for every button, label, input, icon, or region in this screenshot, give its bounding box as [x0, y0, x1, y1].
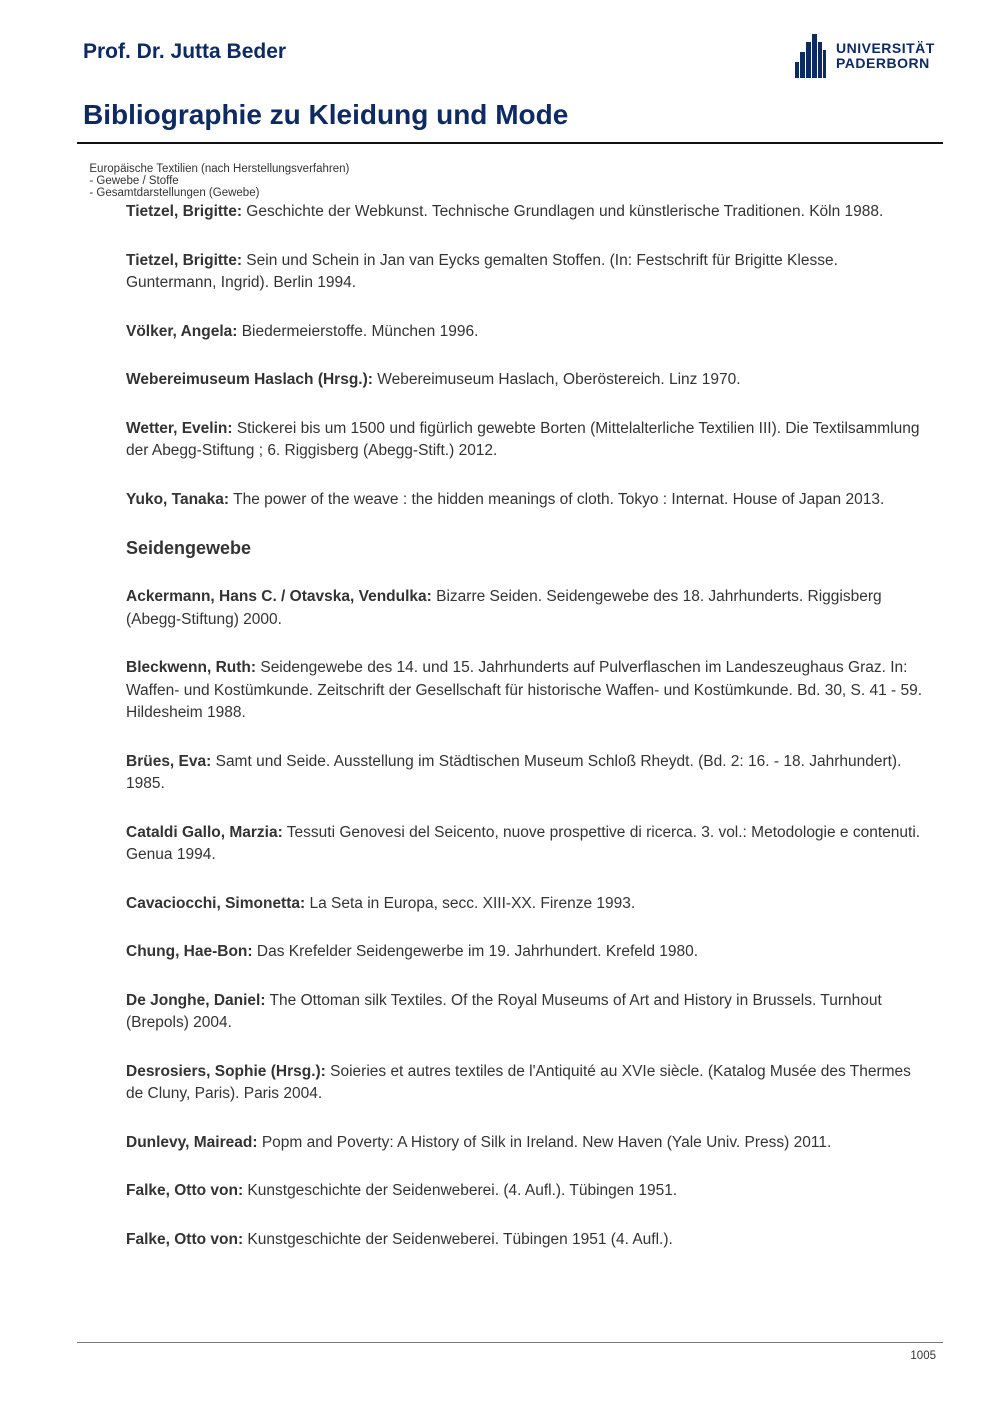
- entry-text: Sein und Schein in Jan van Eycks gemalten Stoffen. (In: Festschrift für Brigitte Klesse. Guntermann, Ingrid). Berlin 1994.: [126, 251, 838, 291]
- entry-author: Dunlevy, Mairead:: [126, 1133, 258, 1151]
- bibliography-entry: [126, 751, 926, 796]
- entry-author: Völker, Angela:: [126, 322, 238, 340]
- bibliography-list: [126, 201, 926, 1277]
- bibliography-entry: [126, 1180, 926, 1203]
- entry-text: La Seta in Europa, secc. XIII-XX. Firenze 1993.: [305, 894, 636, 912]
- entry-author: Ackermann, Hans C. / Otavska, Vendulka:: [126, 588, 432, 605]
- bibliography-entry: [126, 489, 926, 512]
- entry-text: Bizarre Seiden. Seidengewebe des 18. Jahrhunderts. Riggisberg (Abegg-Stiftung) 2000.: [126, 588, 882, 628]
- entry-text: Samt und Seide. Ausstellung im Städtischen Museum Schloß Rheydt. (Bd. 2: 16. - 18. Jahrhundert). 1985.: [126, 752, 902, 792]
- title-divider: [77, 142, 943, 144]
- breadcrumb-item: Europäische Textilien (nach Herstellungsverfahren): [89, 163, 350, 175]
- logo-line-2: PADERBORN: [836, 55, 930, 71]
- entry-author: Falke, Otto von:: [126, 1182, 244, 1199]
- bibliography-entry: [126, 321, 926, 344]
- entry-author: Cataldi Gallo, Marzia:: [126, 823, 283, 841]
- breadcrumb-item: - Gewebe / Stoffe: [89, 175, 179, 187]
- entry-text: Popm and Poverty: A History of Silk in Ireland. New Haven (Yale Univ. Press) 2011.: [257, 1133, 832, 1151]
- entry-text: Kunstgeschichte der Seidenweberei. (4. Aufl.). Tübingen 1951.: [243, 1182, 678, 1199]
- entry-author: De Jonghe, Daniel:: [126, 991, 266, 1009]
- bibliography-entry: [126, 822, 926, 867]
- logo-line-1: UNIVERSITÄT: [836, 40, 935, 56]
- bibliography-entry: [126, 418, 926, 463]
- bibliography-entry: [126, 250, 926, 295]
- entry-author: Falke, Otto von:: [126, 1230, 244, 1248]
- entry-author: Yuko, Tanaka:: [126, 490, 230, 508]
- entry-text: Seidengewebe des 14. und 15. Jahrhunderts auf Pulverflaschen im Landeszeughaus Graz. In: Waffen- und Kostümkunde. Zeitschrift der Gesellschaft für historische Waffen- und Kostümkunde. Bd. 30, S. 41 - 59. Hildesheim 1988.: [126, 659, 923, 721]
- bibliography-entry: [126, 893, 926, 916]
- entry-text: The Ottoman silk Textiles. Of the Royal Museums of Art and History in Brussels. Turnhout (Brepols) 2004.: [126, 991, 882, 1031]
- entry-text: Tessuti Genovesi del Seicento, nuove prospettive di ricerca. 3. vol.: Metodologie e contenuti. Genua 1994.: [126, 823, 921, 863]
- entry-author: Chung, Hae-Bon:: [126, 943, 253, 960]
- entry-author: Bleckwenn, Ruth:: [126, 659, 257, 676]
- entry-text: Stickerei bis um 1500 und figürlich gewebte Borten (Mittelalterliche Textilien III). Die Textilsammlung der Abegg-Stiftung ; 6. Riggisberg (Abegg-Stift.) 2012.: [126, 419, 920, 459]
- author-name: Prof. Dr. Jutta Beder: [83, 40, 287, 63]
- footer-divider: [77, 1342, 943, 1343]
- entry-author: Webereimuseum Haslach (Hrsg.):: [126, 371, 373, 388]
- entry-text: The power of the weave : the hidden meanings of cloth. Tokyo : Internat. House of Japan 2013.: [229, 490, 885, 508]
- section-heading: Seidengewebe: [126, 538, 252, 558]
- university-logo: [794, 32, 935, 80]
- breadcrumb-item: - Gesamtdarstellungen (Gewebe): [89, 187, 260, 199]
- entry-author: Desrosiers, Sophie (Hrsg.):: [126, 1062, 326, 1080]
- entry-author: Wetter, Evelin:: [126, 419, 233, 437]
- bibliography-entry: [126, 201, 926, 224]
- entry-author: Tietzel, Brigitte:: [126, 203, 242, 220]
- entry-author: Brües, Eva:: [126, 752, 212, 770]
- entry-text: Webereimuseum Haslach, Oberöstereich. Linz 1970.: [372, 371, 741, 388]
- entry-text: Soieries et autres textiles de l'Antiquité au XVIe siècle. (Katalog Musée des Thermes de Cluny, Paris). Paris 2004.: [126, 1062, 911, 1102]
- entry-text: Biedermeierstoffe. München 1996.: [237, 322, 479, 340]
- bibliography-entry: [126, 369, 926, 392]
- breadcrumb: [83, 151, 363, 199]
- page-number: 1005: [910, 1350, 936, 1362]
- bibliography-entry: [126, 657, 926, 725]
- entry-text: Geschichte der Webkunst. Technische Grundlagen und künstlerische Traditionen. Köln 1988.: [241, 203, 884, 220]
- bibliography-entry: [126, 586, 926, 631]
- entry-author: Tietzel, Brigitte:: [126, 251, 242, 269]
- document-title: Bibliographie zu Kleidung und Mode: [83, 99, 569, 130]
- bibliography-entry: [126, 1061, 926, 1106]
- entry-text: Das Krefelder Seidengewerbe im 19. Jahrhundert. Krefeld 1980.: [252, 943, 699, 960]
- entry-author: Cavaciocchi, Simonetta:: [126, 894, 306, 912]
- university-building-icon: [794, 32, 830, 80]
- bibliography-entry: [126, 941, 926, 964]
- bibliography-entry: [126, 1229, 926, 1252]
- bibliography-entry: [126, 1132, 926, 1155]
- entry-text: Kunstgeschichte der Seidenweberei. Tübingen 1951 (4. Aufl.).: [243, 1230, 673, 1248]
- bibliography-entry: [126, 990, 926, 1035]
